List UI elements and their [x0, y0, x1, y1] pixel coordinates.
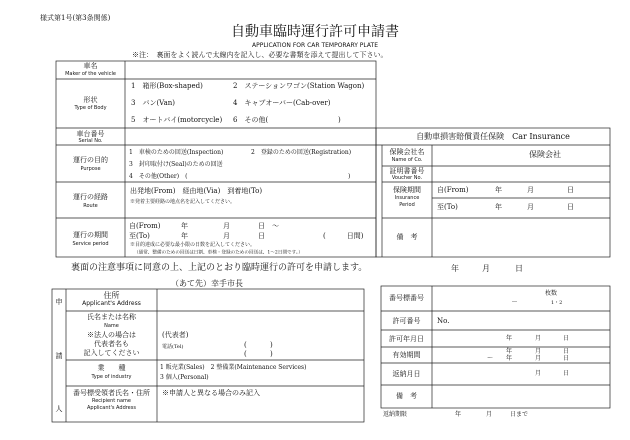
period-to-year: 年: [181, 232, 188, 240]
body-shape-label: 形状: [83, 96, 98, 104]
permit-date-year: 年: [506, 335, 513, 342]
agreement-year: 年: [451, 264, 459, 273]
insurance-period-label-en-2: Period: [399, 202, 415, 208]
deadline-year: 年: [455, 411, 462, 418]
insurance-from-year: 年: [495, 186, 502, 194]
corporate-note-1: ※法人の場合は: [87, 331, 136, 339]
purpose-label: 運行の目的: [73, 156, 108, 164]
route-points[interactable]: 出発地(From) 経由地(Via) 到着地(To): [130, 187, 263, 195]
plate-number-label: 番号標番号: [389, 294, 424, 302]
valid-to-day: 日: [563, 355, 570, 362]
industry-options-2[interactable]: 3 個人(Personal): [160, 374, 209, 381]
period-from-year: 年: [181, 222, 188, 230]
recipient-label-en-1: Recipient name: [91, 398, 131, 404]
valid-from-year: 年: [506, 348, 513, 355]
tel-paren-close-1: ): [270, 341, 273, 349]
permit-date-label: 許可年月日: [389, 335, 424, 343]
vehicle-name-label-en: Maker of the vehicle: [65, 71, 116, 77]
return-date-month: 月: [535, 370, 542, 377]
address-label: 住所: [103, 291, 120, 300]
valid-to-year: 年: [506, 355, 513, 362]
valid-tilde: 〜: [487, 355, 494, 362]
sheets-label: 枚数: [545, 290, 558, 297]
applicant-side-2: 請: [55, 352, 63, 360]
tel-paren-open-2: (: [244, 350, 247, 358]
purpose-option-seal[interactable]: 3 封印取付け(Seal)のための回送: [129, 161, 223, 168]
vehicle-name-field[interactable]: [126, 62, 375, 78]
period-days[interactable]: ( 日間): [323, 232, 364, 240]
permit-number-prefix[interactable]: No.: [437, 317, 450, 325]
sheets-value[interactable]: 1・2: [551, 300, 563, 306]
applicant-side-1: 申: [55, 298, 63, 306]
vehicle-name-label: 車名: [83, 62, 98, 70]
name-label-en: Name: [104, 323, 119, 329]
period-note-1: ※目的達成に必要な最小限の日数を記入してください。: [130, 242, 256, 248]
tel-paren-close-2: ): [270, 350, 273, 358]
address-label-en: Applicant's Address: [82, 300, 141, 307]
return-date-day: 日: [563, 370, 570, 377]
return-deadline-label: 返納期限: [383, 411, 408, 418]
body-shape-label-en: Type of Body: [74, 105, 107, 111]
insurance-from-month: 月: [527, 186, 534, 194]
insurance-company-label: 保険会社名: [389, 148, 425, 156]
insurance-header: 自動車損害賠償責任保険 Car Insurance: [416, 132, 570, 141]
insurance-to-day: 日: [567, 203, 574, 211]
serial-number-field[interactable]: [126, 129, 375, 144]
recipient-field[interactable]: [158, 398, 363, 421]
period-from-month: 月: [223, 222, 230, 230]
agreement-statement: 裏面の注意事項に同意の上、上記のとおり臨時運行の許可を申請します。: [71, 263, 368, 273]
tel-label: 電話(Tel): [162, 344, 184, 350]
valid-from-month: 月: [535, 348, 542, 355]
route-label: 運行の経路: [73, 193, 108, 201]
name-label: 氏名または名称: [87, 313, 136, 321]
recipient-label-en-2: Applicant's Address: [87, 405, 136, 411]
purpose-other-close-paren: ): [348, 173, 351, 180]
deadline-month: 月: [486, 411, 493, 418]
period-from-day: 日: [258, 222, 265, 230]
insurance-company-value[interactable]: 保険会社: [529, 150, 561, 159]
industry-options-1[interactable]: 1 販売業(Sales) 2 整備業(Maintenance Services): [160, 364, 307, 371]
form-title: 自動車臨時運行許可申請書: [231, 24, 399, 40]
tel-paren-open-1: (: [244, 341, 247, 349]
deadline-until: 日まで: [510, 411, 529, 418]
industry-label: 業 種: [97, 364, 126, 372]
period-to: 至(To): [129, 232, 150, 240]
insurance-to: 至(To): [437, 203, 458, 211]
shape-option-station-wagon[interactable]: 2 ステーションワゴン(Station Wagon): [233, 82, 365, 90]
name-field[interactable]: [158, 312, 363, 330]
insurance-from: 自(From): [437, 186, 469, 194]
form-subtitle: APPLICATION FOR CAR TEMPORARY PLATE: [251, 42, 378, 49]
recipient-note: ※申請人と異なる場合のみ記入: [162, 389, 260, 397]
shape-option-cab-over[interactable]: 4 キャブオーバー(Cab-over): [233, 99, 331, 107]
purpose-label-en: Purpose: [80, 166, 101, 172]
valid-period-label: 有効期間: [392, 351, 421, 359]
insurance-period-label-en-1: Insurance: [394, 195, 420, 201]
voucher-number-field[interactable]: [433, 167, 609, 181]
valid-from-day: 日: [563, 348, 570, 355]
insurance-from-day: 日: [567, 186, 574, 194]
addressee: （あて先）幸手市長: [171, 279, 243, 288]
valid-to-month: 月: [535, 355, 542, 362]
agreement-day: 日: [515, 264, 523, 273]
permit-date-month: 月: [535, 335, 542, 342]
industry-label-en: Type of industry: [91, 374, 132, 380]
address-field[interactable]: [158, 290, 363, 310]
serial-label-en: Serial No.: [78, 138, 103, 144]
period-from: 自(From): [129, 222, 161, 230]
insurance-company-label-en: Name of Co.: [391, 157, 423, 163]
applicant-side-3: 人: [55, 405, 63, 413]
voucher-label-en: Voucher No.: [391, 175, 423, 181]
permit-number-label: 許可番号: [392, 317, 421, 325]
corporate-note-2: 代表者名も: [94, 340, 129, 348]
route-label-en: Route: [83, 203, 98, 209]
shape-option-motorcycle[interactable]: 5 オートバイ(motorcycle): [131, 116, 223, 124]
insurance-period-label: 保険期間: [393, 186, 421, 194]
insurance-to-year: 年: [495, 203, 502, 211]
period-label: 運行の期間: [73, 231, 108, 239]
agreement-month: 月: [482, 264, 490, 273]
serial-label: 車台番号: [76, 130, 105, 138]
period-to-day: 日: [258, 232, 265, 240]
shape-option-van[interactable]: 3 バン(Van): [131, 99, 176, 107]
office-remarks-label: 備 考: [396, 392, 417, 400]
purpose-option-registration[interactable]: 2 登録のための回送(Registration): [251, 149, 352, 156]
plate-dash: ―: [512, 299, 517, 305]
purpose-option-inspection[interactable]: 1 車検のための回送(Inspection): [129, 149, 224, 156]
shape-option-box[interactable]: 1 箱形(Box-shaped): [131, 82, 203, 90]
purpose-option-other[interactable]: 4 その他(Other) (: [129, 173, 188, 180]
recipient-label: 番号標受領者氏名・住所: [73, 389, 150, 397]
corporate-note-3: 記入してください: [83, 349, 140, 357]
insurance-to-month: 月: [527, 203, 534, 211]
shape-option-other[interactable]: 6 その他(: [233, 116, 269, 124]
form-number: 様式第1号(第3条関係): [40, 14, 111, 22]
route-note: ※発着主要経路の地点名を記入してください。: [130, 199, 236, 205]
instruction-note: ※注： 裏面をよく読んで太線内を記入し、必要な書類を添えて提出して下さい。: [132, 51, 388, 59]
voucher-label: 証明書番号: [389, 167, 425, 175]
representative-label: (代表者): [162, 331, 189, 339]
permit-date-day: 日: [563, 335, 570, 342]
period-label-en: Service period: [72, 241, 109, 247]
insurance-remarks-label: 備 考: [396, 233, 418, 241]
period-to-month: 月: [223, 232, 230, 240]
period-tilde: 〜: [272, 222, 279, 230]
return-date-label: 返納月日: [392, 370, 421, 378]
shape-other-close-paren: ): [338, 116, 341, 124]
period-note-2: （通常、整備のための回送は日割、車検・登録のための回送は、1〜2日間です。）: [134, 250, 303, 256]
